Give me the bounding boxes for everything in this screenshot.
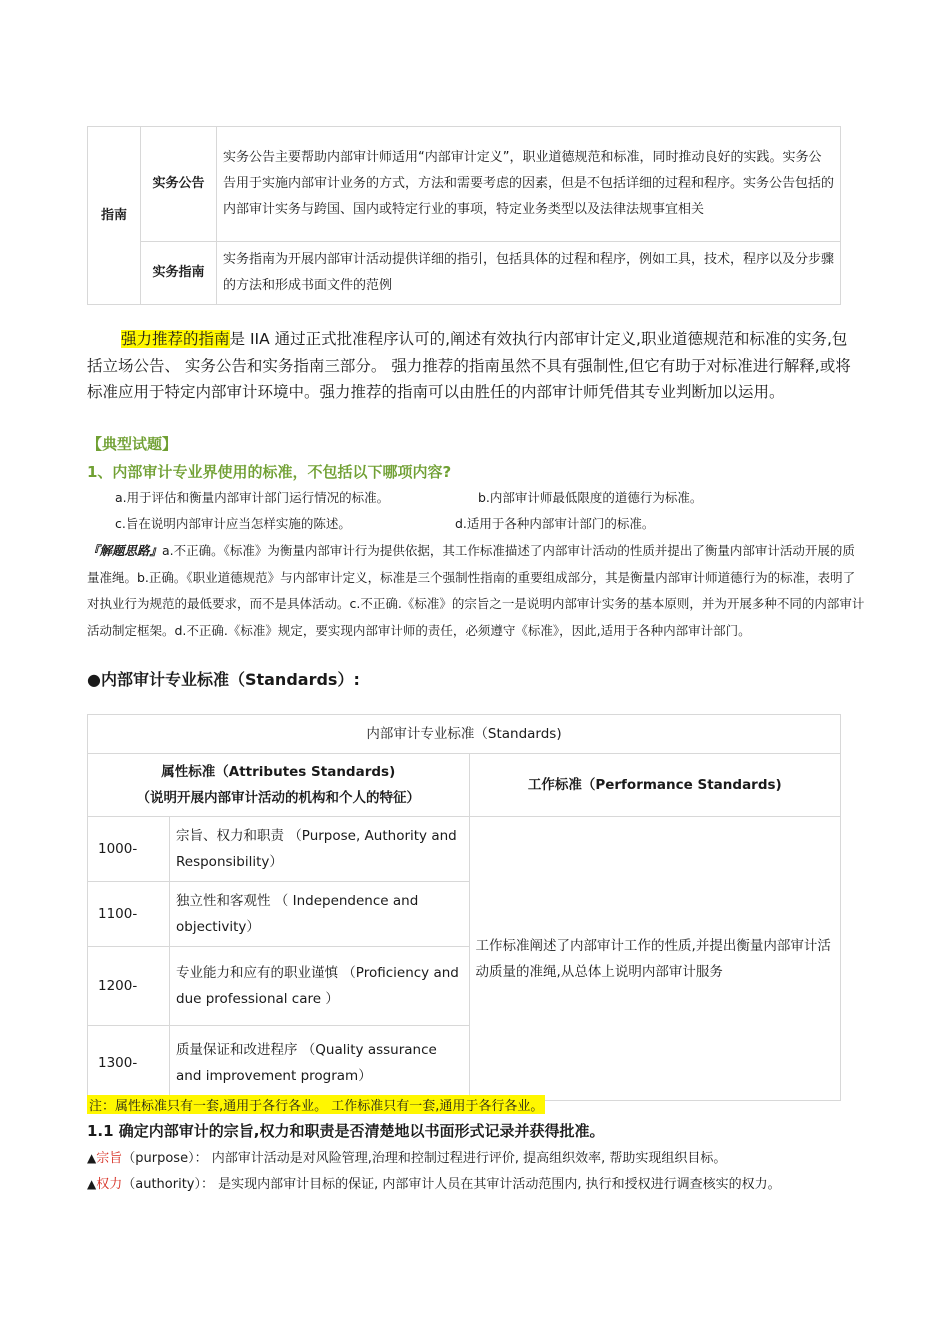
definition-authority xyxy=(87,1173,781,1192)
performance-description: 工作标准阐述了内部审计工作的性质,并提出衡量内部审计活动质量的准绳,从总体上说明内部审计服务 xyxy=(469,817,840,1101)
triangle-icon: ▲ xyxy=(87,1151,97,1165)
attributes-subtitle: （说明开展内部审计活动的机构和个人的特征） xyxy=(136,790,421,806)
paragraph-text: 是 IIA 通过正式批准程序认可的,阐述有效执行内部审计定义,职业道德规范和标准的实务,包括立场公告、 实务公告和实务指南三部分。 强力推荐的指南虽然不具有强制性,但它有助于对标准进行解释,或将标准应用于特定内部审计环境中。强力推荐的指南可以由胜任的内部审计师凭借其专业判断加以运用。 xyxy=(87,330,851,401)
definition-en: （authority）： xyxy=(122,1177,214,1192)
table-row xyxy=(88,754,841,817)
exam-heading: 【典型试题】 xyxy=(87,435,178,453)
standard-code: 1200- xyxy=(88,947,170,1026)
standard-code: 1300- xyxy=(88,1026,170,1101)
definition-purpose xyxy=(87,1147,726,1166)
standard-name: 独立性和客观性 （ Independence and objectivity） xyxy=(170,882,470,947)
option-a: a.用于评估和衡量内部审计部门运行情况的标准。 xyxy=(115,490,390,505)
standards-table-title: 内部审计专业标准（Standards) xyxy=(88,715,841,754)
recommended-guidance-paragraph xyxy=(87,326,857,406)
definition-term: 宗旨 xyxy=(96,1151,123,1166)
standard-code: 1000- xyxy=(88,817,170,882)
definition-text: 内部审计活动是对风险管理,治理和控制过程进行评价, 提高组织效率, 帮助实现组织目标。 xyxy=(211,1151,727,1166)
attributes-title: 属性标准（Attributes Standards) xyxy=(161,764,396,780)
analysis xyxy=(87,538,867,644)
note: 注：属性标准只有一套,通用于各行各业。 工作标准只有一套,通用于各行各业。 xyxy=(87,1095,545,1114)
option-b: b.内部审计师最低限度的道德行为标准。 xyxy=(478,490,703,505)
standards-heading: ●内部审计专业标准（Standards）: xyxy=(87,670,360,689)
table-row xyxy=(88,242,841,305)
triangle-icon: ▲ xyxy=(87,1177,97,1191)
option-d: d.适用于各种内部审计部门的标准。 xyxy=(455,516,655,531)
definition-text: 是实现内部审计目标的保证, 内部审计人员在其审计活动范围内, 执行和授权进行调查核实的权力。 xyxy=(218,1177,781,1192)
guide-desc: 实务指南为开展内部审计活动提供详细的指引，包括具体的过程和程序，例如工具，技术，程序以及分步骤的方法和形成书面文件的范例 xyxy=(217,242,841,305)
definition-en: （purpose）： xyxy=(122,1151,208,1166)
definition-term: 权力 xyxy=(96,1177,123,1192)
guide-desc: 实务公告主要帮助内部审计师适用“内部审计定义”，职业道德规范和标准，同时推动良好的实践。实务公告用于实施内部审计业务的方式，方法和需要考虑的因素，但是不包括详细的过程和程序。实务公告包括的内部审计实务与跨国、国内或特定行业的事项，特定业务类型以及法律法规事宜相关 xyxy=(217,127,841,242)
table-row xyxy=(88,817,841,882)
guide-label: 实务公告 xyxy=(141,127,217,242)
section-title: 1.1 确定内部审计的宗旨,权力和职责是否清楚地以书面形式记录并获得批准。 xyxy=(87,1122,605,1140)
analysis-label: 『解题思路』 xyxy=(87,543,163,558)
table-row xyxy=(88,127,841,242)
exam-question: 1、内部审计专业界使用的标准，不包括以下哪项内容? xyxy=(87,463,452,481)
table-row xyxy=(88,715,841,754)
guide-table xyxy=(87,126,841,305)
attributes-header xyxy=(88,754,470,817)
standard-code: 1100- xyxy=(88,882,170,947)
highlighted-term: 强力推荐的指南 xyxy=(121,330,230,348)
standard-name: 宗旨、权力和职责 （Purpose, Authority and Responsibility） xyxy=(170,817,470,882)
standard-name: 质量保证和改进程序 （Quality assurance and improvement program） xyxy=(170,1026,470,1101)
guide-row-head: 指南 xyxy=(88,127,141,305)
option-c: c.旨在说明内部审计应当怎样实施的陈述。 xyxy=(115,516,351,531)
standard-name: 专业能力和应有的职业谨慎 （Proficiency and due professional care ） xyxy=(170,947,470,1026)
standards-table xyxy=(87,714,841,1101)
performance-header: 工作标准（Performance Standards) xyxy=(469,754,840,817)
analysis-text: a.不正确。《标准》为衡量内部审计行为提供依据，其工作标准描述了内部审计活动的性质并提出了衡量内部审计活动开展的质量准绳。b.正确。《职业道德规范》与内部审计定义，标准是三个强制性指南的重要组成部分，其是衡量内部审计师道德行为的标准，表明了对执业行为规范的最低要求，而不是具体活动。c.不正确.《标准》的宗旨之一是说明内部审计实务的基本原则，并为开展多种不同的内部审计活动制定框架。d.不正确.《标准》规定，要实现内部审计师的责任，必须遵守《标准》，因此,适用于各种内部审计部门。 xyxy=(87,543,865,638)
guide-label: 实务指南 xyxy=(141,242,217,305)
